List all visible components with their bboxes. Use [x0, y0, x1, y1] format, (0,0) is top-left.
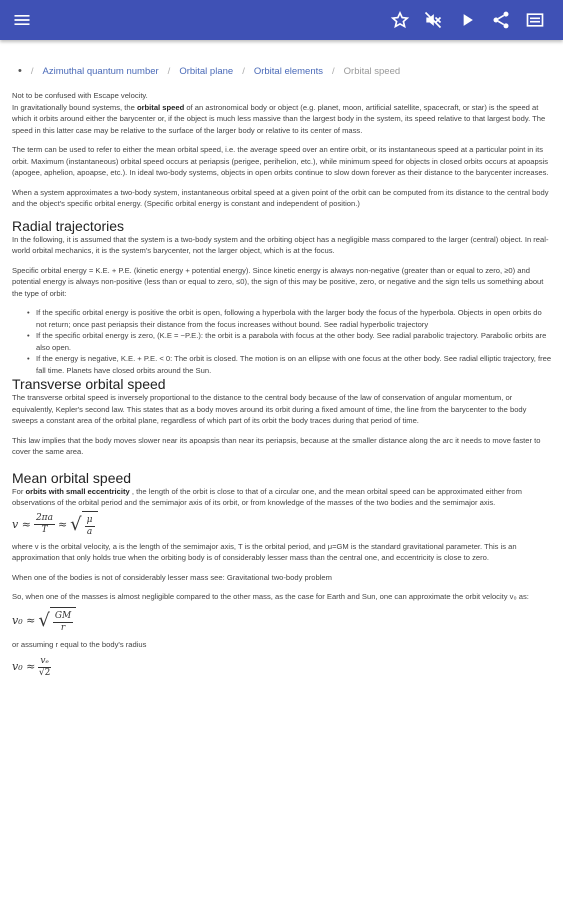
list-item: • If the energy is negative, K.E. + P.E. < 0: The orbit is closed. The motion is on an ellipse with one focus at the other body. See radial elliptic trajectory, free fall time. Planets have closed orbits around the Sun.: [28, 353, 552, 376]
breadcrumb-item[interactable]: Orbital plane: [179, 65, 234, 77]
formula-orbit-velocity: v₀ ≈ √ $\frac{GM}{r}$: [12, 603, 552, 639]
intro-paragraph: In gravitationally bound systems, the orbital speed of an astronomical body or object (e.g. planet, moon, artificial satellite, spacecraft, or star) is the speed at which it orbits around either the barycenter or, if the object is much less massive than the largest body in the system, its speed relative to that largest body. The speed in this latter case may be relative to the surface of the larger body or relative to its center of mass.: [12, 102, 546, 135]
formula-mean-speed: v ≈ $\frac{2\pi a}{T}$ ≈ √ $\frac{\mu}{a}$: [12, 509, 552, 541]
section-paragraph: For orbits with small eccentricity , the length of the orbit is close to that of a circular one, and the mean orbital speed can be approximated either from observations of the orbital period and the semimajor axis of its orbit, or from knowledge of the masses of the two bodies and the semimajor axis.: [12, 486, 522, 507]
app-bar: [0, 0, 563, 40]
section-paragraph: where v is the orbital velocity, a is the length of the semimajor axis, T is the orbital period, and μ=GM is the standard gravitational parameter. This is an approximation that only holds true when the orbiting body is of considerably lesser mass than the central one, and eccentricity is close to zero.: [12, 541, 517, 562]
intro-paragraph: When a system approximates a two-body system, instantaneous orbital speed at a given point of the orbit can be computed from its distance to the central body and the object's specific orbital energy. (Specific orbital energy is constant and independent of position.): [12, 187, 549, 208]
list-item: • If the specific orbital energy is positive the orbit is open, following a hyperbola with the larger body the focus of the hyperbola. Objects in open orbits do not return; once past periapsis their distance from the focus increases without bound. See radial hyperbolic trajectory: [28, 307, 552, 330]
section-heading: Radial trajectories: [12, 217, 125, 234]
breadcrumb-current: Orbital speed: [343, 65, 401, 77]
play-icon[interactable]: [455, 8, 479, 32]
article-body: [12, 90, 552, 684]
section-paragraph: Specific orbital energy = K.E. + P.E. (kinetic energy + potential energy). Since kinetic energy is always non-negative (greater than or equal to zero, ≥0) and potential energy is always non-positive (less than or equal to zero, ≤0), the sign of this may be positive, zero, or negative and the sign tells us something about the type of orbit:: [12, 265, 544, 298]
section-paragraph: The transverse orbital speed is inversely proportional to the distance to the central body because of the law of conservation of angular momentum, or equivalently, Kepler's second law. This states that as a body moves around its orbit during a fixed amount of time, the line from the barycenter to the body sweeps a constant area of the orbital plane, regardless of which part of its orbit the body traces during that period of time.: [12, 393, 527, 425]
bullet-list: [12, 307, 552, 376]
intro-paragraph: The term can be used to refer to either the mean orbital speed, i.e. the average speed over an entire orbit, or its instantaneous speed at a particular point in its orbit. Maximum (instantaneous) orbital speed occurs at periapsis (perigee, perihelion, etc.), while minimum speed for objects in closed orbits occurs at apoapsis (apogee, aphelion, apoapse, etc.). In ideal two-body systems, objects in open orbits continue to slow down forever as their distance to the barycenter increases.: [12, 145, 549, 177]
share-icon[interactable]: [489, 8, 513, 32]
section-paragraph: This law implies that the body moves slower near its apoapsis than near its periapsis, because at the smaller distance along the arc it needs to move faster to cover the same area.: [12, 435, 541, 456]
section-paragraph: So, when one of the masses is almost negligible compared to the other mass, as the case for Earth and Sun, one can approximate the orbit velocity v₀ as:: [12, 592, 529, 601]
section-paragraph: or assuming r equal to the body's radius: [12, 639, 147, 649]
breadcrumb-home[interactable]: •: [18, 65, 22, 77]
view-icon[interactable]: [523, 8, 547, 32]
menu-icon[interactable]: [10, 8, 34, 32]
section-heading: Mean orbital speed: [12, 469, 132, 486]
section-heading: Transverse orbital speed: [12, 376, 166, 392]
mute-icon[interactable]: [421, 8, 445, 32]
breadcrumb-item[interactable]: Orbital elements: [253, 65, 323, 77]
star-icon[interactable]: [388, 8, 412, 32]
formula-escape-relation: v₀ ≈ $\frac{\text{vₑ}}{√2}$: [12, 655, 51, 678]
section-paragraph: When one of the bodies is not of considerably lesser mass see: Gravitational two-body problem: [12, 572, 332, 582]
breadcrumb: • / Azimuthal quantum number / Orbital plane / Orbital elements / Orbital speed: [18, 65, 401, 77]
hatnote: Not to be confused with Escape velocity.: [12, 91, 148, 100]
breadcrumb-item[interactable]: Azimuthal quantum number: [42, 65, 159, 77]
list-item: • If the specific orbital energy is zero, (K.E = −P.E.): the orbit is a parabola with focus at the other body. See radial parabolic trajectory. Parabolic orbits are also open.: [28, 330, 552, 353]
section-paragraph: In the following, it is assumed that the system is a two-body system and the orbiting object has a negligible mass compared to the larger (central) object. In real-world orbital mechanics, it is the system's barycenter, not the larger object, which is at the focus.: [12, 234, 549, 255]
